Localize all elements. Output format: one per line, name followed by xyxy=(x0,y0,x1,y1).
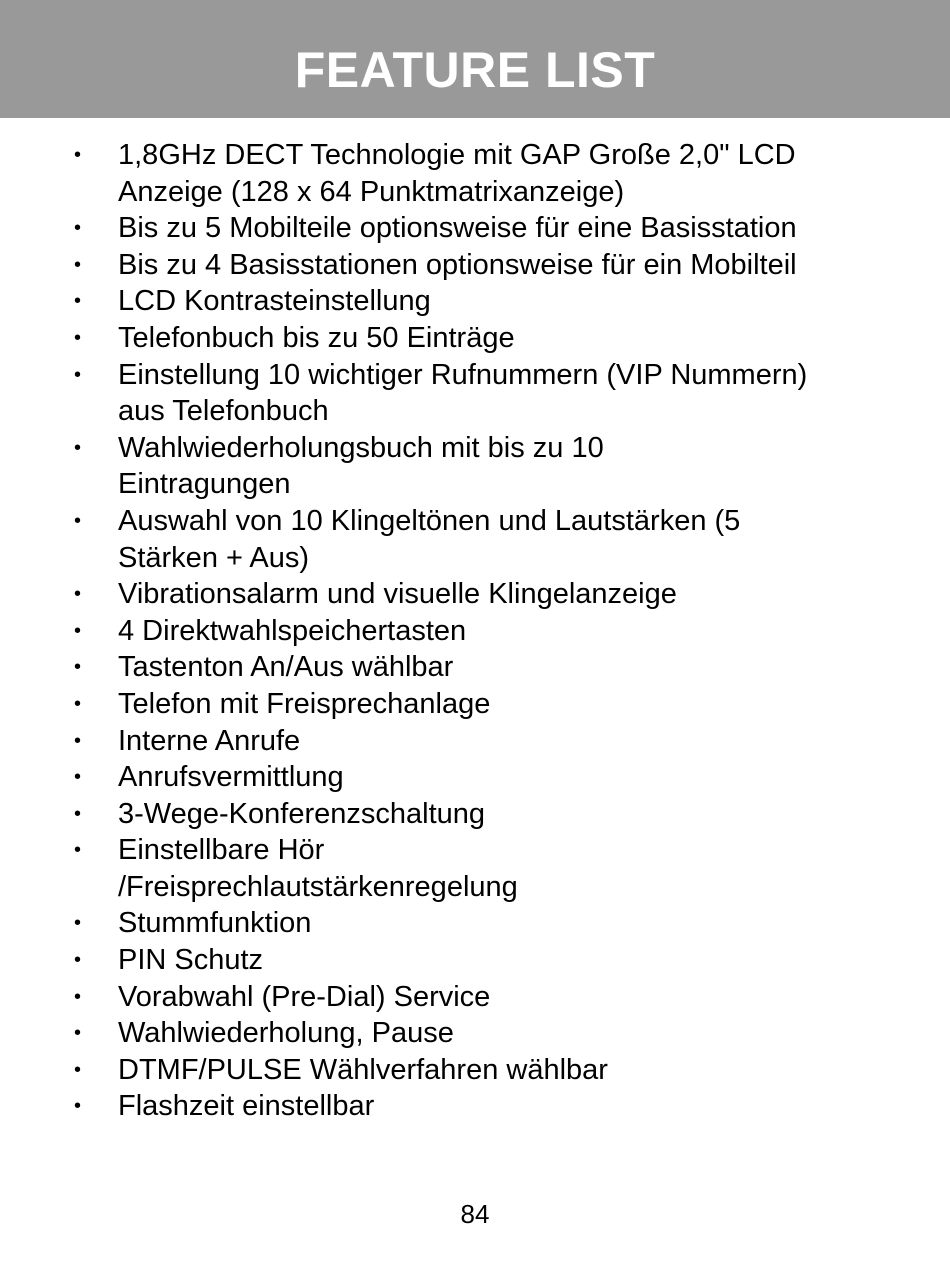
list-item-text: PIN Schutz xyxy=(118,944,264,977)
bullet-icon: • xyxy=(74,619,82,642)
list-item-text: 3-Wege-Konferenzschaltung xyxy=(118,797,486,830)
list-item xyxy=(0,503,950,576)
list-item-text: Bis zu 5 Mobilteile optionsweise für eine Basisstation xyxy=(118,212,797,245)
bullet-icon: • xyxy=(74,692,82,715)
bullet-icon: • xyxy=(74,985,82,1008)
list-item-text: Anrufsvermittlung xyxy=(118,761,344,794)
list-item-text: Telefon mit Freisprechanlage xyxy=(118,687,491,720)
list-item xyxy=(0,942,950,979)
list-item xyxy=(0,1052,950,1089)
list-item-text: Eintragungen xyxy=(118,468,291,501)
bullet-icon: • xyxy=(74,583,82,606)
list-item xyxy=(0,1015,950,1052)
list-item xyxy=(0,247,950,284)
list-item-text: Einstellbare Hör xyxy=(118,834,325,867)
list-item xyxy=(0,210,950,247)
bullet-icon: • xyxy=(74,144,82,166)
list-item xyxy=(0,832,950,905)
bullet-icon: • xyxy=(74,363,82,386)
bullet-icon: • xyxy=(74,1095,82,1118)
list-item xyxy=(0,430,950,503)
bullet-icon: • xyxy=(74,290,82,313)
bullet-icon: • xyxy=(74,656,82,679)
bullet-icon: • xyxy=(74,949,82,972)
list-item-text: 1,8GHz DECT Technologie mit GAP Große 2,0" LCD xyxy=(118,139,796,171)
list-item xyxy=(0,357,950,430)
bullet-icon: • xyxy=(74,802,82,825)
list-item-text: Stummfunktion xyxy=(118,907,312,940)
list-item-text: DTMF/PULSE Wählverfahren wählbar xyxy=(118,1053,608,1086)
list-item-text: /Freisprechlautstärkenregelung xyxy=(118,870,518,903)
list-item-text: Telefonbuch bis zu 50 Einträge xyxy=(118,321,515,354)
list-item xyxy=(0,686,950,723)
list-item-text: Wahlwiederholungsbuch mit bis zu 10 xyxy=(118,431,604,464)
bullet-icon: • xyxy=(74,326,82,349)
bullet-icon: • xyxy=(74,839,82,862)
list-item-text: Interne Anrufe xyxy=(118,724,301,757)
list-item xyxy=(0,649,950,686)
list-item xyxy=(0,759,950,796)
list-item xyxy=(0,1088,950,1125)
list-item xyxy=(0,979,950,1016)
list-item-text: 4 Direktwahlspeichertasten xyxy=(118,614,467,647)
bullet-icon: • xyxy=(74,253,82,276)
feature-list xyxy=(0,137,950,1125)
header-banner xyxy=(0,0,950,118)
bullet-icon: • xyxy=(74,729,82,752)
bullet-icon: • xyxy=(74,766,82,789)
bullet-icon: • xyxy=(74,509,82,532)
list-item xyxy=(0,576,950,613)
list-item-text: aus Telefonbuch xyxy=(118,395,329,428)
list-item-text: Flashzeit einstellbar xyxy=(118,1090,375,1123)
list-item-text: Bis zu 4 Basisstationen optionsweise für ein Mobilteil xyxy=(118,248,797,281)
list-item xyxy=(0,723,950,760)
list-item xyxy=(0,320,950,357)
list-item-text: Stärken + Aus) xyxy=(118,541,310,574)
list-item xyxy=(0,796,950,833)
bullet-icon: • xyxy=(74,1058,82,1081)
list-item-text: Einstellung 10 wichtiger Rufnummern (VIP Nummern) xyxy=(118,358,808,391)
list-item-text: Wahlwiederholung, Pause xyxy=(118,1017,454,1050)
list-item-text: Vorabwahl (Pre-Dial) Service xyxy=(118,980,491,1013)
list-item xyxy=(0,613,950,650)
list-item-text: LCD Kontrasteinstellung xyxy=(118,285,431,318)
list-item xyxy=(0,905,950,942)
bullet-icon: • xyxy=(74,912,82,935)
page-title: FEATURE LIST xyxy=(294,42,656,98)
list-item-text: Anzeige (128 x 64 Punktmatrixanzeige) xyxy=(118,175,625,208)
bullet-icon: • xyxy=(74,217,82,240)
bullet-icon: • xyxy=(74,436,82,459)
list-item xyxy=(0,137,950,210)
page-number: 84 xyxy=(460,1199,490,1229)
list-item xyxy=(0,283,950,320)
list-item-text: Vibrationsalarm und visuelle Klingelanzeige xyxy=(118,578,677,611)
list-item-text: Auswahl von 10 Klingeltönen und Lautstärken (5 xyxy=(118,504,741,537)
list-item-text: Tastenton An/Aus wählbar xyxy=(118,651,454,684)
bullet-icon: • xyxy=(74,1022,82,1045)
